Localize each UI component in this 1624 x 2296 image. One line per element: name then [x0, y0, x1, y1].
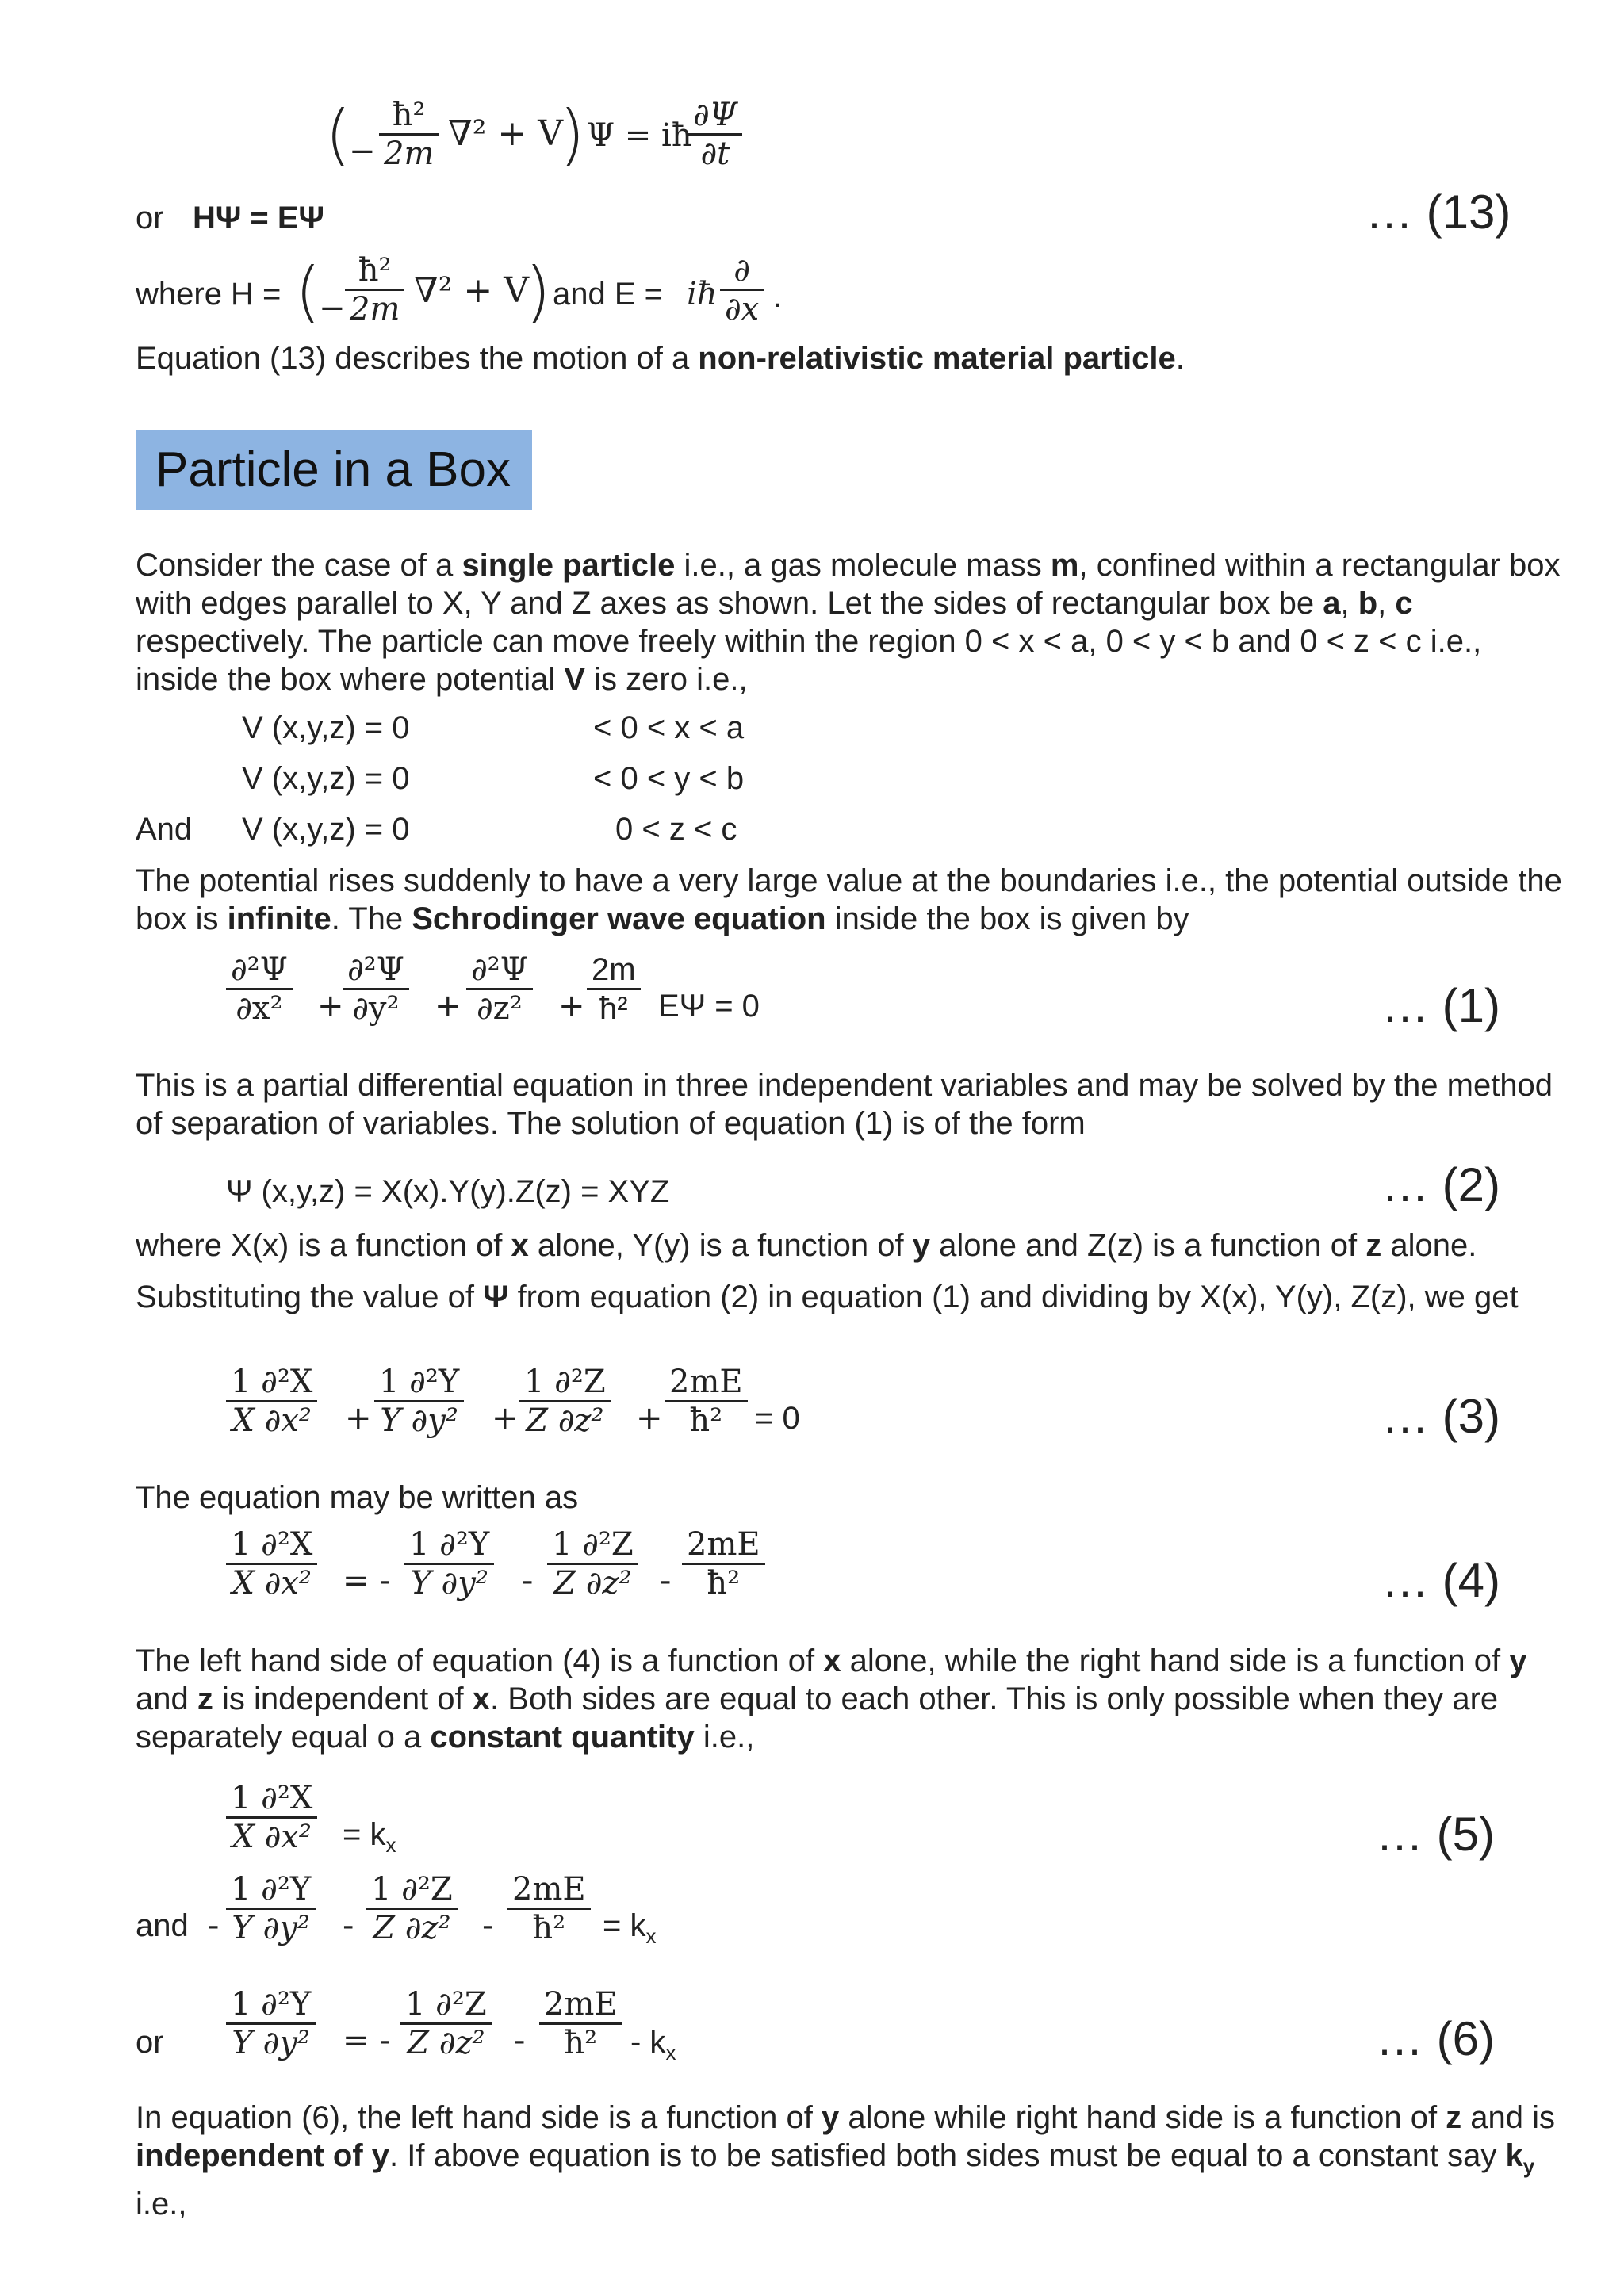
- paragraphs-p1-a: Consider the case of a: [136, 548, 462, 583]
- potential-range-2: < 0 < y < b: [593, 761, 745, 796]
- paragraphs-p7-f: z: [197, 1682, 213, 1716]
- text-fragment: [404, 1526, 494, 1601]
- math-dash: -: [343, 1908, 354, 1944]
- paragraphs-p8-i: y: [1522, 2154, 1535, 2178]
- paragraphs-p7-k: i.e.,: [694, 1720, 755, 1755]
- math-one-d2X: 1 ∂²X: [231, 1526, 313, 1563]
- math-plus: +: [435, 988, 462, 1024]
- and-lower-label: and: [136, 1908, 189, 1943]
- paragraphs-p4-e: alone and Z(z) is a function of: [930, 1228, 1366, 1263]
- paragraphs-p8-d: z: [1446, 2100, 1462, 2135]
- math-dt: ∂t: [700, 136, 730, 172]
- right-paren: ): [559, 96, 585, 174]
- paragraphs-p4-b: x: [511, 1228, 529, 1263]
- paragraphs-p1-l: V: [564, 662, 586, 697]
- right-paren-h: ): [525, 253, 551, 331]
- paragraph-substituting: [136, 1278, 1531, 1316]
- left-paren-h: (: [295, 253, 321, 331]
- paragraphs-p4-c: alone, Y(y) is a function of: [528, 1228, 913, 1263]
- equation-2: Ψ (x,y,z) = X(x).Y(y).Z(z) = XYZ: [226, 1174, 670, 1209]
- paragraphs-p8-g: . If above equation is to be satisfied both sides must be equal to a constant say: [389, 2138, 1506, 2173]
- potential-range-3: 0 < z < c: [615, 812, 737, 847]
- math-hbar2: ħ²: [532, 1910, 566, 1946]
- paragraph-equation-6: [136, 2099, 1563, 2223]
- math-hbar2: ħ²: [599, 991, 628, 1026]
- potential-row-1: V (x,y,z) = 0: [242, 710, 410, 745]
- and-e-label: and E =: [553, 277, 664, 312]
- math-two-m: 2m: [350, 291, 400, 327]
- text-fragment: [1505, 2138, 1535, 2178]
- paragraphs-p2-a: The potential rises suddenly to have a very large value at the boundaries i.e., the potential outside the box is: [136, 863, 1562, 936]
- paragraphs-p7-j: constant quantity: [430, 1720, 695, 1755]
- potential-row-3: V (x,y,z) = 0: [242, 812, 410, 847]
- paragraphs-p7-b: x: [823, 1644, 841, 1678]
- paragraph-functions: [136, 1226, 1477, 1265]
- math-X-dx2: X ∂x²: [232, 1819, 312, 1855]
- section-title: Particle in a Box: [136, 430, 532, 510]
- math-minus-kx: - k: [630, 2025, 666, 2060]
- text-fragment: [400, 1986, 492, 2061]
- text-fragment: [226, 1526, 317, 1601]
- math-plus: +: [492, 1400, 519, 1437]
- math-two-mE: 2mE: [687, 1526, 760, 1563]
- paragraphs-p4-a: where X(x) is a function of: [136, 1228, 511, 1263]
- math-dash: -: [514, 2022, 526, 2059]
- potential-row-2: V (x,y,z) = 0: [242, 761, 410, 796]
- math-two-mE: 2mE: [512, 1871, 586, 1908]
- paragraphs-p8-a: In equation (6), the left hand side is a function of: [136, 2100, 822, 2135]
- paragraphs-p1-f: a: [1323, 586, 1341, 621]
- paragraphs-p1-c: i.e., a gas molecule mass: [675, 548, 1051, 583]
- paragraphs-p1-h: b: [1358, 586, 1378, 621]
- paragraphs-p2-e: inside the box is given by: [825, 901, 1189, 936]
- paragraphs-p7-a: The left hand side of equation (4) is a function of: [136, 1644, 824, 1678]
- text-fragment: [226, 1871, 316, 1946]
- paragraphs-p5-a: Substituting the value of: [136, 1280, 484, 1314]
- text-fragment: [374, 1364, 464, 1439]
- paragraphs-p4-f: z: [1365, 1228, 1382, 1263]
- paragraphs-p7-h: x: [472, 1682, 491, 1716]
- math-two-m-plain: 2m: [592, 952, 636, 987]
- text-fragment: [226, 1780, 317, 1855]
- math-one-d2Y: 1 ∂²Y: [231, 1986, 312, 2022]
- paragraphs-p8-e: and is: [1461, 2100, 1556, 2135]
- equation-number-2: … (2): [1381, 1158, 1500, 1211]
- math-dx: ∂x: [725, 291, 760, 327]
- math-one-d2Z: 1 ∂²Z: [405, 1986, 487, 2022]
- equation-number-4: … (4): [1381, 1554, 1500, 1607]
- and-label: And: [136, 812, 193, 847]
- math-hbar2: ħ²: [707, 1565, 741, 1601]
- math-hbar2: ħ²: [689, 1402, 723, 1439]
- paragraph-potential: [136, 862, 1563, 938]
- math-one-d2Z: 1 ∂²Z: [371, 1871, 453, 1908]
- text-fragment: [682, 1526, 765, 1601]
- paragraphs-p1-k: respectively. The particle can move freely within the region 0 < x < a, 0 < y < b and 0 < z < c i.e., inside the box where potential: [136, 624, 1482, 697]
- text-fragment: [226, 1986, 316, 2061]
- math-dy2: ∂y²: [352, 990, 400, 1027]
- math-dash: -: [660, 1563, 672, 1599]
- math-kx-sub: x: [645, 1924, 657, 1948]
- text-fragment: [539, 1986, 622, 2061]
- math-one-d2Z: 1 ∂²Z: [552, 1526, 634, 1563]
- math-dash: -: [522, 1563, 534, 1599]
- math-hbar2: ħ²: [358, 252, 392, 289]
- math-dash: -: [482, 1908, 494, 1944]
- lines-eq13-desc-bold: non-relativistic material particle: [698, 341, 1176, 376]
- nabla-plus-v-h: ∇² + V: [414, 270, 529, 311]
- paragraphs-p8-f: independent of y: [136, 2138, 389, 2173]
- text-fragment: [519, 1364, 611, 1439]
- paragraphs-p5-c: from equation (2) in equation (1) and dividing by X(x), Y(y), Z(z), we get: [508, 1280, 1519, 1314]
- math-d2psi: ∂²Ψ: [347, 951, 404, 988]
- where-h-label: where H =: [136, 277, 282, 312]
- paragraphs-p1-g: ,: [1340, 586, 1358, 621]
- math-Y-dy2: Y ∂y²: [232, 2025, 310, 2061]
- paragraphs-p7-g: is independent of: [213, 1682, 473, 1716]
- paragraphs-p7-d: y: [1509, 1644, 1527, 1678]
- math-Y-dy2: Y ∂y²: [380, 1402, 458, 1439]
- dpsi-dt: [688, 97, 742, 172]
- math-dash: -: [208, 1908, 220, 1944]
- math-d2psi: ∂²Ψ: [471, 951, 528, 988]
- paragraphs-p8-b: y: [822, 2100, 840, 2135]
- math-Z-dz2: Z ∂z²: [553, 1565, 632, 1601]
- equation-number-13: … (13): [1365, 186, 1511, 239]
- equation-number-3: … (3): [1381, 1390, 1500, 1443]
- paragraphs-p1-m: is zero i.e.,: [585, 662, 748, 697]
- paragraphs-p2-d: Schrodinger wave equation: [412, 901, 826, 936]
- math-dpsi: ∂Ψ: [693, 97, 737, 133]
- text-fragment: [587, 951, 641, 1027]
- paragraphs-p8-j: i.e.,: [136, 2187, 187, 2221]
- equation-number-5: … (5): [1376, 1808, 1495, 1861]
- math-plus: +: [558, 988, 585, 1024]
- math-d2psi: ∂²Ψ: [231, 951, 288, 988]
- math-eq-kx: = k: [343, 1817, 386, 1852]
- math-plus: +: [317, 988, 344, 1024]
- paragraph-separation: This is a partial differential equation in three independent variables and may be solved by the method of separation of variables. The solution of equation (1) is of the form: [136, 1068, 1553, 1141]
- math-one-d2X: 1 ∂²X: [231, 1780, 313, 1816]
- math-Y-dy2: Y ∂y²: [232, 1910, 310, 1946]
- math-plus: +: [345, 1400, 372, 1437]
- math-two-mE: 2mE: [669, 1364, 743, 1400]
- paragraphs-p1-e: , confined within a rectangular box with edges parallel to X, Y and Z axes as shown. Let the sides of rectangular box be: [136, 548, 1561, 621]
- equation-number-6: … (6): [1376, 2012, 1495, 2065]
- potential-range-1: < 0 < x < a: [593, 710, 745, 745]
- or-label: or: [136, 201, 164, 235]
- paragraph-intro: [136, 546, 1563, 698]
- psi-eq-ih: Ψ = iħ: [587, 117, 692, 154]
- lines-eq13-desc-pre: Equation (13) describes the motion of a: [136, 341, 699, 376]
- lines-eq13-desc-post: .: [1175, 341, 1185, 376]
- text-fragment: [226, 951, 293, 1027]
- text-fragment: [343, 1816, 396, 1864]
- paragraphs-p7-e: and: [136, 1682, 197, 1716]
- math-two-mE: 2mE: [544, 1986, 618, 2022]
- math-one-d2Y: 1 ∂²Y: [379, 1364, 460, 1400]
- text-fragment: [665, 1364, 748, 1439]
- paragraphs-p4-d: y: [912, 1228, 931, 1263]
- math-kx-sub: x: [385, 1833, 396, 1857]
- paragraph-left-hand-side: [136, 1642, 1563, 1756]
- paragraphs-p5-b: Ψ: [483, 1280, 509, 1314]
- math-dx2: ∂x²: [236, 990, 283, 1027]
- equation-number-1: … (1): [1381, 979, 1500, 1032]
- h-psi-equation: HΨ = EΨ: [193, 201, 324, 235]
- left-paren: (: [325, 96, 351, 174]
- math-hbar2: ħ²: [564, 2025, 598, 2061]
- math-e-psi-0: EΨ = 0: [658, 989, 760, 1024]
- math-Z-dz2: Z ∂z²: [407, 2025, 485, 2061]
- math-X-dx2: X ∂x²: [232, 1402, 312, 1439]
- paragraphs-p8-h: k: [1505, 2138, 1523, 2173]
- paragraph-written-as: The equation may be written as: [136, 1480, 579, 1515]
- math-two-m: 2m: [384, 136, 435, 172]
- paragraphs-p2-c: . The: [331, 901, 412, 936]
- paragraphs-p2-b: infinite: [227, 901, 331, 936]
- math-eq-kx: = k: [603, 1908, 646, 1943]
- e-ih: iħ: [687, 276, 718, 312]
- paragraphs-p1-b: single particle: [462, 548, 676, 583]
- text-fragment: [603, 1907, 656, 1955]
- paragraphs-p1-d: m: [1050, 548, 1079, 583]
- text-fragment: [343, 951, 409, 1027]
- paragraphs-p8-c: alone while right hand side is a function of: [839, 2100, 1446, 2135]
- text-fragment: [630, 2023, 676, 2072]
- nabla-plus-v: ∇² + V: [448, 113, 563, 154]
- paragraphs-p4-g: alone.: [1381, 1228, 1477, 1263]
- paragraphs-p1-j: c: [1395, 586, 1413, 621]
- math-Y-dy2: Y ∂y²: [410, 1565, 488, 1601]
- math-X-dx2: X ∂x²: [232, 1565, 312, 1601]
- hbar-over-2m-h: [345, 252, 404, 327]
- period: .: [773, 279, 783, 314]
- eq13-description: [136, 339, 1185, 377]
- paragraphs-p1-i: ,: [1377, 586, 1396, 621]
- math-Z-dz2: Z ∂z²: [526, 1402, 604, 1439]
- text-fragment: [466, 951, 533, 1027]
- minus-sign: −: [349, 133, 376, 170]
- math-one-d2X: 1 ∂²X: [231, 1364, 313, 1400]
- math-d: ∂: [733, 252, 750, 289]
- text-fragment: [366, 1871, 458, 1946]
- math-dz2: ∂z²: [477, 990, 523, 1027]
- math-one-d2Y: 1 ∂²Y: [231, 1871, 312, 1908]
- d-over-dx: [720, 252, 764, 327]
- paragraphs-p7-i: . Both sides are equal to each other. This is only possible when they are separately equal o a: [136, 1682, 1499, 1755]
- hbar-over-2m: [379, 97, 439, 172]
- math-one-d2Y: 1 ∂²Y: [409, 1526, 490, 1563]
- math-kx-sub: x: [665, 2041, 676, 2064]
- math-Z-dz2: Z ∂z²: [373, 1910, 451, 1946]
- math-one-d2Z: 1 ∂²Z: [524, 1364, 606, 1400]
- math-eq-minus: = -: [343, 1563, 391, 1599]
- math-hbar2: ħ²: [392, 97, 426, 133]
- math-eq-0: = 0: [755, 1401, 800, 1436]
- math-eq-minus: = -: [343, 2022, 391, 2059]
- minus-sign-h: −: [319, 290, 346, 327]
- text-fragment: [226, 1364, 317, 1439]
- paragraphs-p7-c: alone, while the right hand side is a function of: [841, 1644, 1510, 1678]
- math-plus: +: [636, 1400, 663, 1437]
- text-fragment: [547, 1526, 638, 1601]
- text-fragment: [508, 1871, 591, 1946]
- or-lower-label: or: [136, 2025, 164, 2060]
